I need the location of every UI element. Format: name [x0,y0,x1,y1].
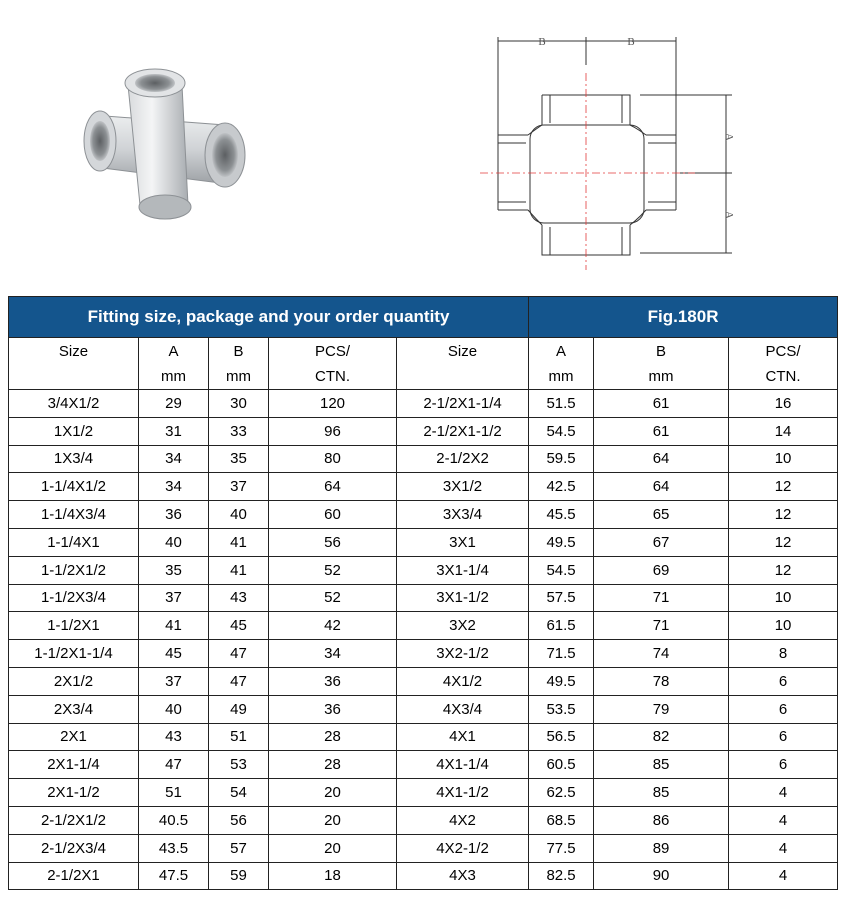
table-cell: 65 [594,501,729,529]
table-cell: 1-1/4X1 [9,528,139,556]
column-header-unit: mm [548,367,574,385]
table-cell: 36 [139,501,209,529]
table-cell: 3X1/2 [397,473,529,501]
table-cell: 82.5 [529,862,594,890]
table-cell: 35 [209,445,269,473]
table-cell: 4X1-1/4 [397,751,529,779]
table-cell: 56.5 [529,723,594,751]
table-cell: 12 [729,528,838,556]
table-cell: 14 [729,417,838,445]
table-row [9,612,838,640]
table-cell: 2-1/2X1-1/2 [397,417,529,445]
table-row [9,695,838,723]
spec-table [8,296,838,890]
table-cell: 3X1-1/4 [397,556,529,584]
table-row [9,640,838,668]
table-cell: 37 [209,473,269,501]
table-cell: 1-1/2X1 [9,612,139,640]
product-photo [70,55,270,235]
table-cell: 2X3/4 [9,695,139,723]
table-cell: 57.5 [529,584,594,612]
table-cell: 3X1 [397,528,529,556]
table-cell: 52 [269,584,397,612]
table-cell: 51 [139,779,209,807]
column-header-label: A [556,342,567,360]
column-header-unit: mm [648,367,674,385]
table-cell: 68.5 [529,806,594,834]
table-cell: 79 [594,695,729,723]
table-cell: 71 [594,584,729,612]
table-cell: 53.5 [529,695,594,723]
table-cell: 2-1/2X1/2 [9,806,139,834]
column-headers [9,338,838,390]
table-cell: 59.5 [529,445,594,473]
column-header-label: Size [447,342,478,360]
table-cell: 6 [729,695,838,723]
table-cell: 4 [729,806,838,834]
table-cell: 4X3 [397,862,529,890]
table-header-bar [9,297,838,338]
table-cell: 34 [139,473,209,501]
dim-a-lower-label: A [723,211,735,219]
table-cell: 8 [729,640,838,668]
table-cell: 47 [209,640,269,668]
table-cell: 42.5 [529,473,594,501]
table-row [9,862,838,890]
table-cell: 2-1/2X1 [9,862,139,890]
table-cell: 2-1/2X1-1/4 [397,390,529,418]
table-cell: 40 [139,695,209,723]
table-row [9,723,838,751]
table-cell: 71.5 [529,640,594,668]
table-cell: 16 [729,390,838,418]
table-cell: 34 [269,640,397,668]
table-cell: 28 [269,751,397,779]
table-cell: 54.5 [529,556,594,584]
column-header [139,338,209,390]
table-cell: 1X1/2 [9,417,139,445]
table-cell: 64 [594,445,729,473]
table-cell: 43 [139,723,209,751]
table-cell: 40 [139,528,209,556]
table-cell: 29 [139,390,209,418]
table-cell: 41 [209,556,269,584]
table-cell: 64 [269,473,397,501]
table-cell: 45 [209,612,269,640]
table-cell: 10 [729,584,838,612]
column-header [594,338,729,390]
table-row [9,667,838,695]
table-row [9,501,838,529]
table-cell: 4X1/2 [397,667,529,695]
table-cell: 47.5 [139,862,209,890]
table-cell: 2X1/2 [9,667,139,695]
table-row [9,556,838,584]
table-cell: 85 [594,751,729,779]
table-row [9,445,838,473]
column-header [397,338,529,390]
dim-b-left-label: B [538,36,546,48]
table-cell: 78 [594,667,729,695]
table-cell: 36 [269,667,397,695]
table-cell: 4X3/4 [397,695,529,723]
table-cell: 51.5 [529,390,594,418]
column-header [9,338,139,390]
table-cell: 61.5 [529,612,594,640]
table-cell: 49.5 [529,667,594,695]
table-cell: 3/4X1/2 [9,390,139,418]
table-cell: 2-1/2X3/4 [9,834,139,862]
table-cell: 3X2 [397,612,529,640]
table-cell: 71 [594,612,729,640]
table-cell: 20 [269,834,397,862]
column-header-label: B [656,342,667,360]
table-cell: 10 [729,612,838,640]
table-cell: 3X2-1/2 [397,640,529,668]
dim-a-upper-label: A [723,133,735,141]
table-cell: 74 [594,640,729,668]
table-cell: 3X1-1/2 [397,584,529,612]
table-row [9,751,838,779]
table-cell: 61 [594,417,729,445]
table-cell: 49 [209,695,269,723]
table-cell: 45.5 [529,501,594,529]
table-cell: 120 [269,390,397,418]
table-cell: 57 [209,834,269,862]
table-cell: 20 [269,806,397,834]
table-cell: 43.5 [139,834,209,862]
table-cell: 56 [269,528,397,556]
table-cell: 64 [594,473,729,501]
table-cell: 2X1-1/2 [9,779,139,807]
table-cell: 90 [594,862,729,890]
table-cell: 4 [729,779,838,807]
table-cell: 6 [729,667,838,695]
column-header-unit: CTN. [765,367,801,385]
column-header [529,338,594,390]
table-cell: 52 [269,556,397,584]
column-header [269,338,397,390]
table-cell: 47 [209,667,269,695]
column-header-unit: mm [226,367,251,385]
table-cell: 1-1/4X1/2 [9,473,139,501]
table-row [9,528,838,556]
table-cell: 36 [269,695,397,723]
table-cell: 35 [139,556,209,584]
column-header [209,338,269,390]
table-cell: 1-1/2X3/4 [9,584,139,612]
table-cell: 28 [269,723,397,751]
table-row [9,390,838,418]
column-header-label: A [168,342,179,360]
table-cell: 41 [139,612,209,640]
table-row [9,834,838,862]
column-header [729,338,838,390]
table-cell: 49.5 [529,528,594,556]
table-cell: 20 [269,779,397,807]
table-row [9,473,838,501]
table-row [9,417,838,445]
column-header-unit: CTN. [315,367,350,385]
table-cell: 89 [594,834,729,862]
table-cell: 31 [139,417,209,445]
table-row [9,806,838,834]
column-header-label: B [233,342,244,360]
column-header-label: PCS/ [314,342,350,360]
table-cell: 96 [269,417,397,445]
table-cell: 4 [729,862,838,890]
table-cell: 30 [209,390,269,418]
column-header-label: Size [58,342,89,360]
table-cell: 3X3/4 [397,501,529,529]
table-row [9,584,838,612]
table-cell: 6 [729,751,838,779]
table-cell: 82 [594,723,729,751]
table-cell: 2X1 [9,723,139,751]
table-cell: 33 [209,417,269,445]
table-cell: 12 [729,501,838,529]
table-cell: 4X1-1/2 [397,779,529,807]
table-cell: 12 [729,556,838,584]
table-cell: 62.5 [529,779,594,807]
table-cell: 34 [139,445,209,473]
table-cell: 54 [209,779,269,807]
dimension-drawing [470,25,750,275]
table-cell: 4X2 [397,806,529,834]
table-cell: 1-1/2X1/2 [9,556,139,584]
dim-b-right-label: B [627,36,635,48]
column-header-unit [9,364,138,389]
table-cell: 85 [594,779,729,807]
table-cell: 56 [209,806,269,834]
table-cell: 61 [594,390,729,418]
table-cell: 40 [209,501,269,529]
table-cell: 43 [209,584,269,612]
table-cell: 10 [729,445,838,473]
figure-number: Fig.180R [529,297,838,338]
table-cell: 12 [729,473,838,501]
table-cell: 6 [729,723,838,751]
table-cell: 42 [269,612,397,640]
table-cell: 41 [209,528,269,556]
table-cell: 51 [209,723,269,751]
table-cell: 4X1 [397,723,529,751]
table-cell: 37 [139,584,209,612]
table-cell: 1X3/4 [9,445,139,473]
table-body [9,390,838,890]
table-cell: 47 [139,751,209,779]
table-title: Fitting size, package and your order quantity [9,297,529,338]
table-cell: 1-1/4X3/4 [9,501,139,529]
column-header-label: PCS/ [765,342,801,360]
table-cell: 4X2-1/2 [397,834,529,862]
column-header-unit [397,364,528,389]
table-cell: 77.5 [529,834,594,862]
table-cell: 4 [729,834,838,862]
table-cell: 18 [269,862,397,890]
table-cell: 69 [594,556,729,584]
table-cell: 1-1/2X1-1/4 [9,640,139,668]
table-cell: 2X1-1/4 [9,751,139,779]
column-header-unit: mm [161,367,186,385]
table-cell: 60.5 [529,751,594,779]
table-cell: 67 [594,528,729,556]
table-cell: 37 [139,667,209,695]
table-cell: 80 [269,445,397,473]
table-cell: 54.5 [529,417,594,445]
table-cell: 59 [209,862,269,890]
table-cell: 45 [139,640,209,668]
table-cell: 53 [209,751,269,779]
table-cell: 86 [594,806,729,834]
table-row [9,779,838,807]
table-cell: 2-1/2X2 [397,445,529,473]
table-cell: 40.5 [139,806,209,834]
table-cell: 60 [269,501,397,529]
